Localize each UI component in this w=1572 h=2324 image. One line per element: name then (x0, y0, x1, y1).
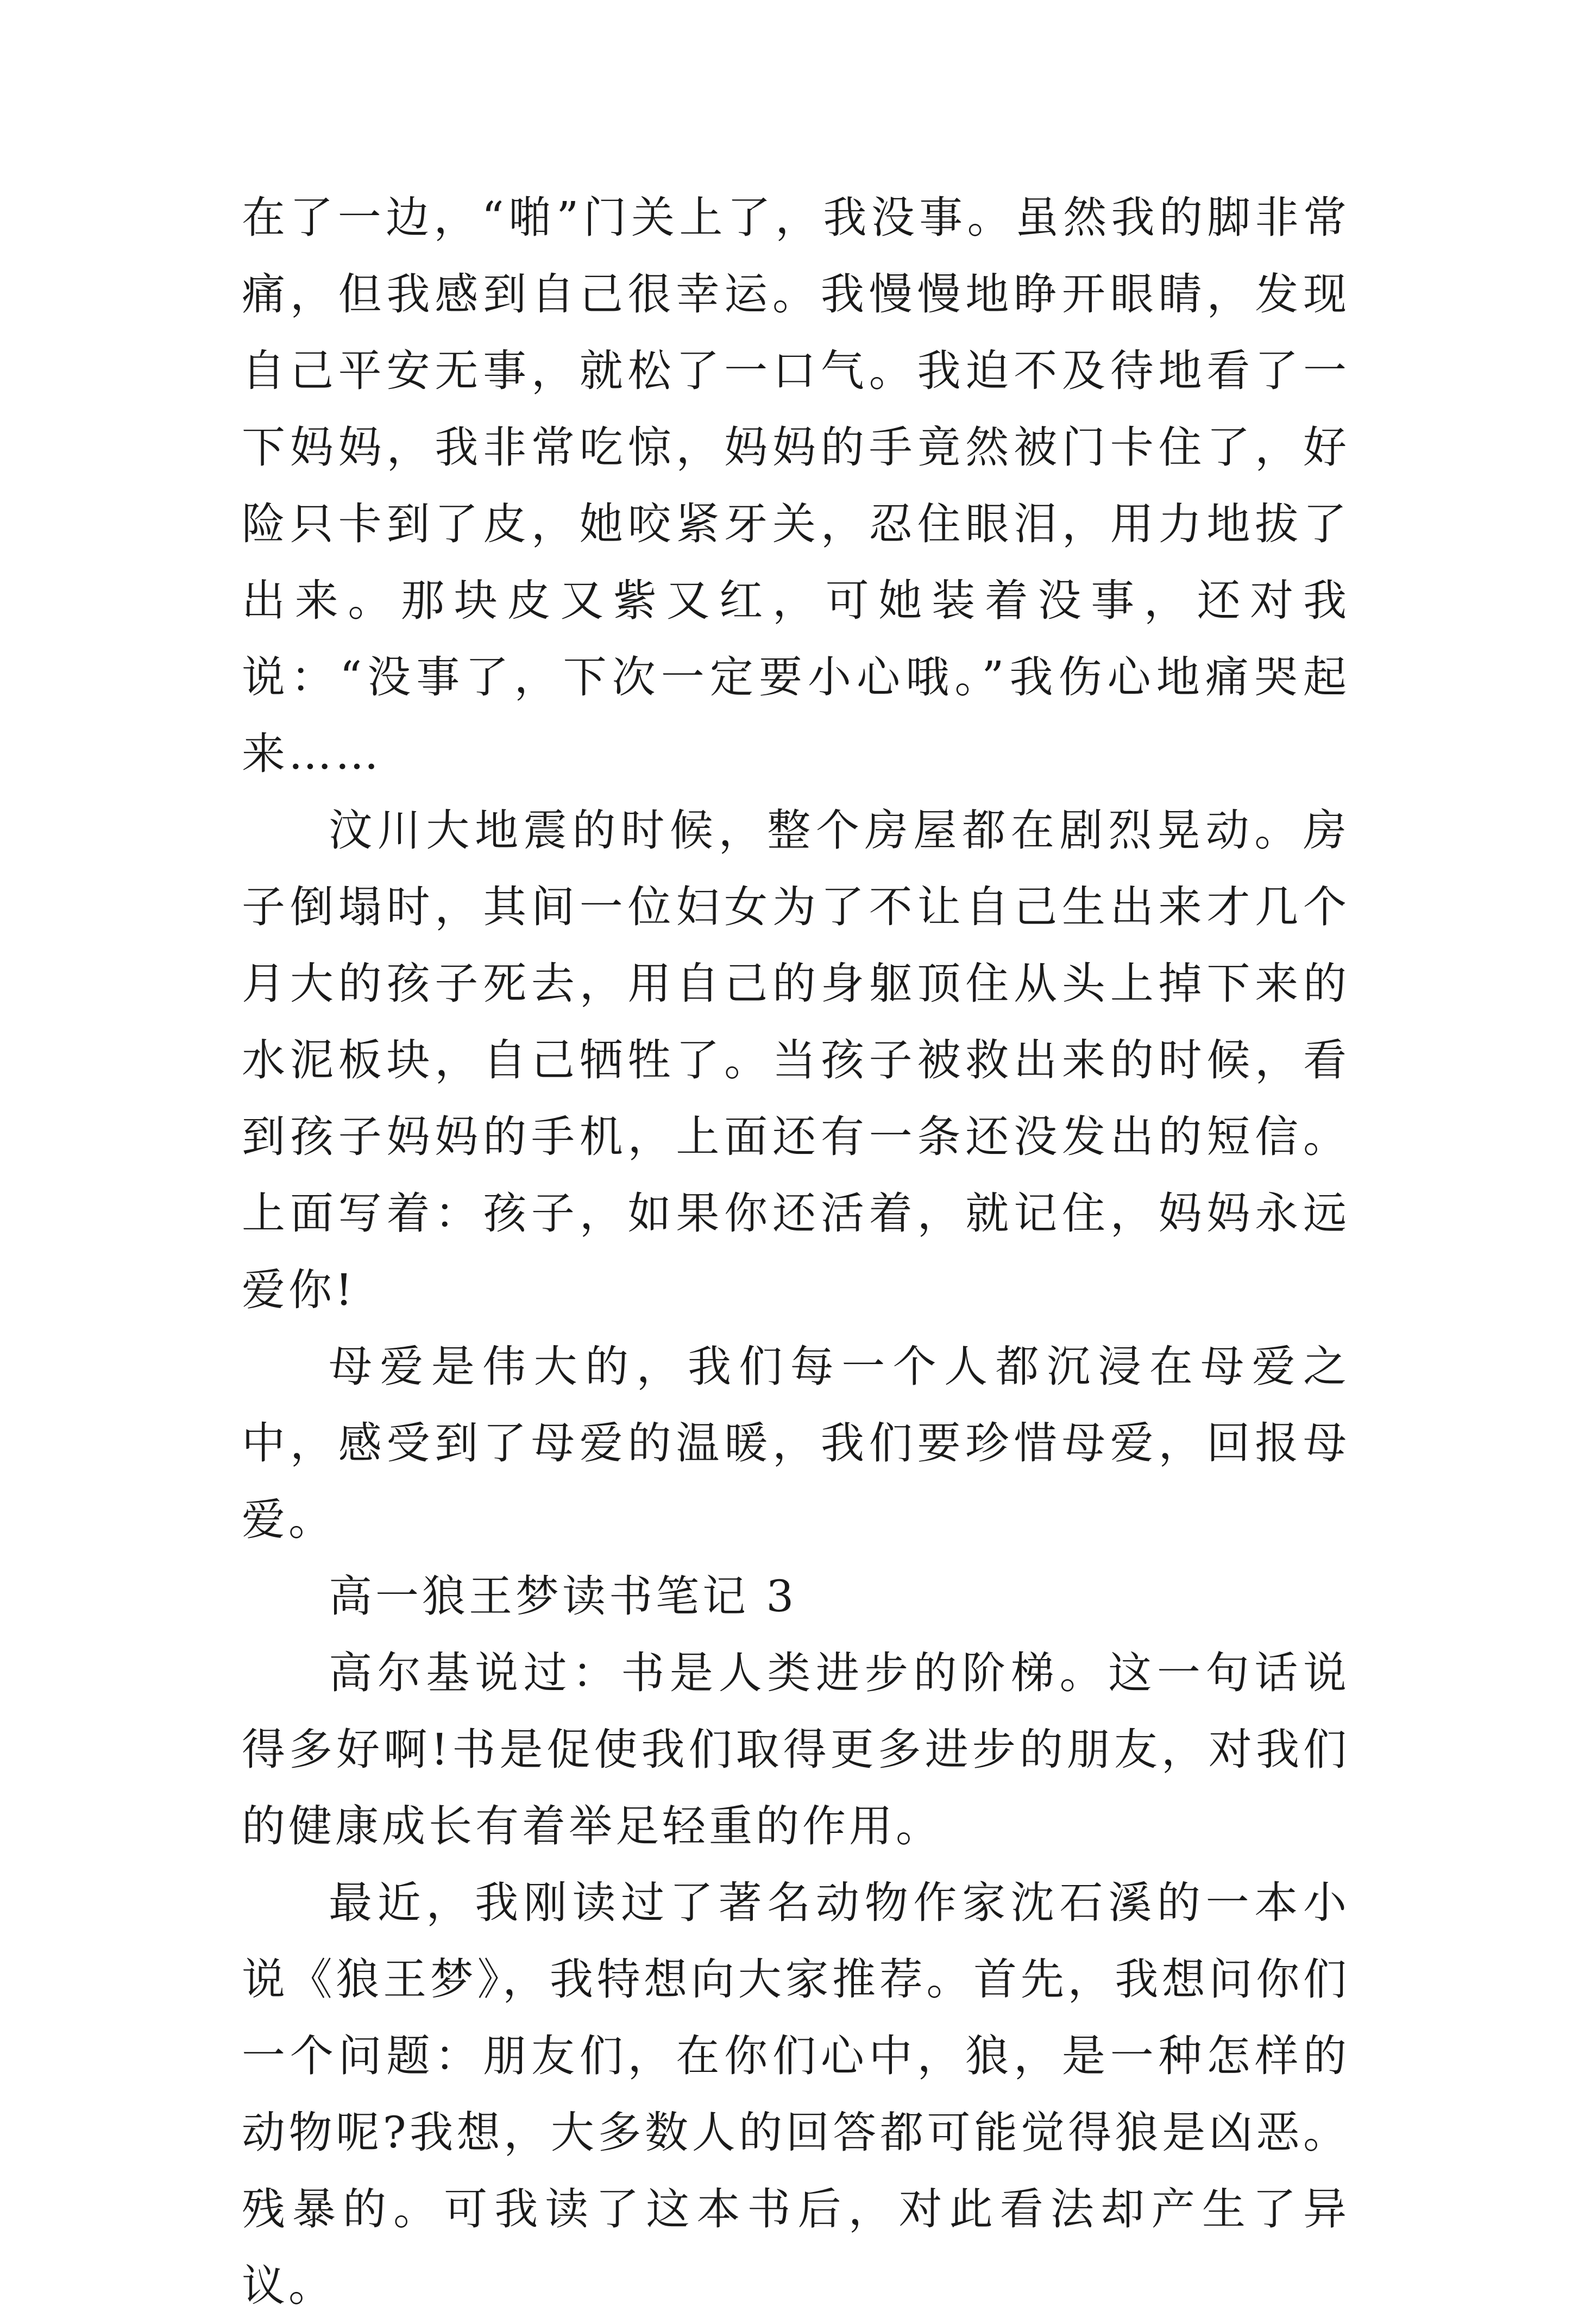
paragraph-mother-love: 母爱是伟大的，我们每一个人都沉浸在母爱之中，感受到了母爱的温暖，我们要珍惜母爱，回报母爱。 (242, 1341, 1350, 1545)
paragraph-continued: 在了一边，“啪”门关上了，我没事。虽然我的脚非常痛，但我感到自己很幸运。我慢慢地睁开眼睛，发现自己平安无事，就松了一口气。我迫不及待地看了一下妈妈，我非常吃惊，妈妈的手竟然被门卡住了，好险只卡到了皮，她咬紧牙关，忍住眼泪，用力地拔了出来。那块皮又紫又红，可她装着没事，还对我说：“没事了，下次一定要小心哦。”我伤心地痛哭起来…… (242, 192, 1350, 779)
section-heading: 高一狼王梦读书笔记 3 (329, 1571, 797, 1622)
document-body (242, 179, 1350, 2324)
paragraph-earthquake: 汶川大地震的时候，整个房屋都在剧烈晃动。房子倒塌时，其间一位妇女为了不让自己生出来才几个月大的孩子死去，用自己的身躯顶住从头上掉下来的水泥板块，自己牺牲了。当孩子被救出来的时候，看到孩子妈妈的手机，上面还有一条还没发出的短信。上面写着：孩子，如果你还活着，就记住，妈妈永远爱你! (242, 805, 1350, 1315)
paragraph-wolf-king-dream: 最近，我刚读过了著名动物作家沈石溪的一本小说《狼王梦》，我特想向大家推荐。首先，我想问你们一个问题：朋友们，在你们心中，狼，是一种怎样的动物呢?我想，大多数人的回答都可能觉得狼是凶恶。残暴的。可我读了这本书后，对此看法却产生了异议。 (242, 1877, 1350, 2311)
paragraph-gorky-quote: 高尔基说过：书是人类进步的阶梯。这一句话说得多好啊!书是促使我们取得更多进步的朋友，对我们的健康成长有着举足轻重的作用。 (242, 1648, 1350, 1851)
